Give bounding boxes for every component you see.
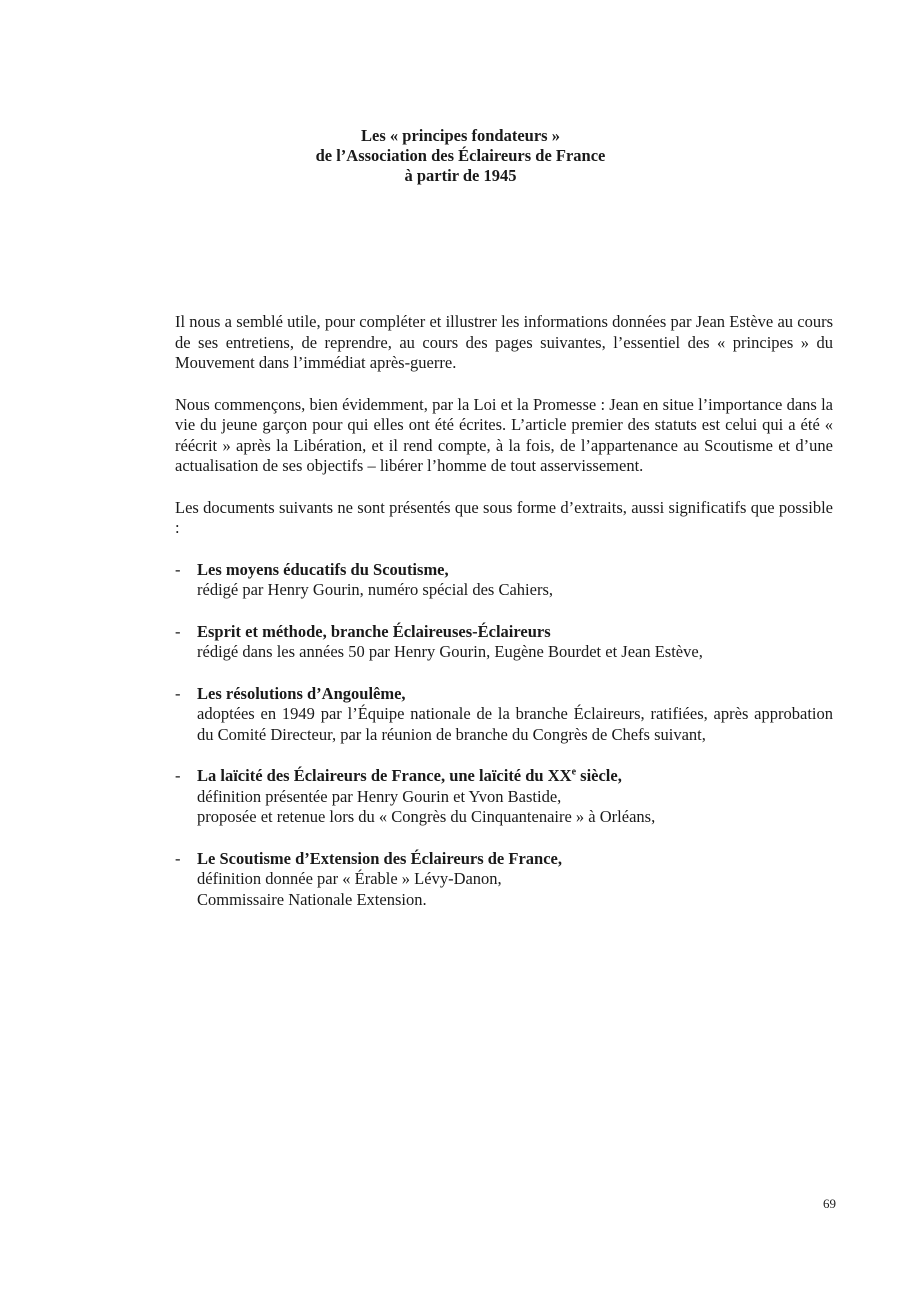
item-description: proposée et retenue lors du « Congrès du Cinquantenaire » à Orléans,	[197, 807, 656, 826]
item-title-text: La laïcité des Éclaireurs de France, une laïcité du XX	[197, 766, 572, 785]
title-line-1: Les « principes fondateurs »	[361, 126, 560, 145]
list-item	[175, 622, 833, 663]
title-line-3: à partir de 1945	[404, 166, 517, 185]
item-title: Esprit et méthode, branche Éclaireuses-Éclaireurs	[197, 621, 551, 641]
dash-bullet: -	[175, 559, 181, 579]
item-description: rédigé par Henry Gourin, numéro spécial des Cahiers,	[197, 580, 554, 599]
list-item	[175, 684, 833, 746]
intro-paragraph: Il nous a semblé utile, pour compléter et illustrer les informations données par Jean Estève au cours de ses entretiens, de reprendre, au cours des pages suivantes, l’essentiel des « principes » du Mouvement dans l’immédiat après-guerre.	[175, 312, 833, 372]
century-superscript: e	[571, 766, 577, 778]
dash-bullet: -	[175, 621, 181, 641]
item-description: rédigé dans les années 50 par Henry Gourin, Eugène Bourdet et Jean Estève,	[197, 642, 703, 661]
dash-bullet: -	[175, 848, 181, 868]
item-title: Le Scoutisme d’Extension des Éclaireurs de France,	[197, 848, 562, 868]
item-title-text-end: siècle,	[576, 766, 622, 785]
item-description: adoptées en 1949 par l’Équipe nationale de la branche Éclaireurs, ratifiées, après approbation du Comité Directeur, par la réunion de branche du Congrès de Chefs suivant,	[197, 704, 833, 744]
list-item	[175, 766, 833, 828]
item-title: Les résolutions d’Angoulême,	[197, 683, 406, 703]
title-line-2: de l’Association des Éclaireurs de France	[315, 146, 606, 165]
document-body	[175, 312, 833, 931]
item-description: définition donnée par « Érable » Lévy-Danon,	[197, 869, 502, 888]
item-description: définition présentée par Henry Gourin et Yvon Bastide,	[197, 786, 562, 806]
list-item	[175, 849, 833, 911]
dash-bullet: -	[175, 683, 181, 703]
dash-bullet: -	[175, 766, 181, 785]
document-title	[0, 126, 921, 186]
documents-paragraph: Les documents suivants ne sont présentés que sous forme d’extraits, aussi significatifs que possible :	[175, 497, 833, 537]
item-title: Les moyens éducatifs du Scoutisme,	[197, 559, 449, 579]
item-title	[197, 766, 833, 787]
loi-promesse-paragraph: Nous commençons, bien évidemment, par la Loi et la Promesse : Jean en situe l’importance dans la vie du jeune garçon pour qui elles ont été écrites. L’article premier des statuts est celui qui a été « réécrit » après la Libération, et il rend compte, à la fois, de l’appartenance au Scoutisme et d’une actualisation de ses objectifs – libérer l’homme de tout asservissement.	[175, 394, 833, 475]
documents-list	[175, 560, 833, 911]
list-item	[175, 560, 833, 601]
item-description: Commissaire Nationale Extension.	[197, 889, 427, 909]
page-number: 69	[823, 1196, 836, 1211]
